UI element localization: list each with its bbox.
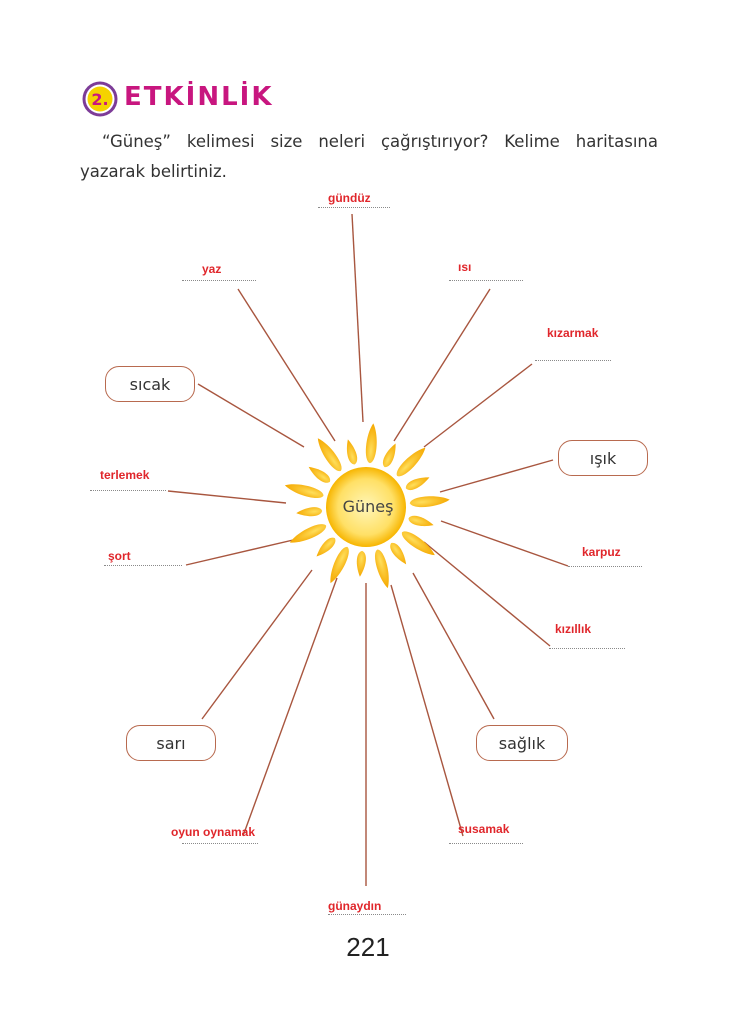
answer-susamak: susamak — [458, 822, 510, 836]
dotted-line — [182, 843, 258, 844]
activity-number: 2. — [91, 90, 109, 109]
activity-title: ETKİNLİK — [124, 82, 274, 112]
dotted-line — [182, 280, 256, 281]
answer-oyun-oynamak: oyun oynamak — [171, 825, 256, 839]
sun-ray — [365, 423, 379, 464]
line-sari — [202, 570, 312, 719]
line-kizillik — [424, 542, 550, 646]
answer-karpuz: karpuz — [582, 545, 621, 559]
sun-ray — [381, 442, 400, 469]
dotted-line — [449, 843, 523, 844]
dotted-line — [549, 648, 625, 649]
instructions-text: “Güneş” kelimesi size neleri çağrıştırıyor? Kelime haritasına yazarak belirtiniz. — [80, 132, 658, 181]
page-number: 221 — [346, 932, 390, 962]
sun-ray — [372, 548, 392, 589]
dotted-line — [318, 207, 390, 208]
sun-ray — [393, 444, 429, 480]
answer-gunduz: gündüz — [328, 191, 371, 205]
sun-ray — [404, 473, 431, 492]
dotted-line — [90, 490, 166, 491]
box-saglik: sağlık — [476, 725, 568, 761]
line-sort — [186, 537, 306, 565]
sun-ray — [314, 435, 346, 474]
sun-ray — [388, 540, 410, 566]
box-isik: ışık — [558, 440, 648, 476]
sun-ray — [407, 514, 434, 529]
line-susamak — [391, 585, 463, 836]
box-sicak: sıcak — [105, 366, 195, 402]
line-kizarmak — [424, 364, 532, 447]
answer-kizarmak: kızarmak — [547, 326, 599, 340]
sun-ray — [288, 521, 329, 547]
box-sari: sarı — [126, 725, 216, 761]
dotted-line — [449, 280, 523, 281]
answer-isi: ısı — [458, 260, 472, 274]
sun-ray — [399, 528, 438, 560]
line-saglik — [413, 573, 494, 719]
line-isik — [440, 460, 553, 492]
line-gunduz — [352, 214, 363, 422]
dotted-line — [328, 914, 406, 915]
line-terlemek — [168, 491, 286, 503]
answer-kizillik: kızıllık — [555, 622, 592, 636]
dotted-line — [568, 566, 642, 567]
sun-ray — [326, 545, 352, 586]
connector-lines — [168, 214, 568, 886]
sun-ray — [355, 550, 366, 577]
sun-ray — [344, 438, 359, 465]
sun-ray — [306, 463, 332, 485]
line-yaz — [238, 289, 335, 441]
line-sicak — [198, 384, 304, 447]
center-word: Güneş — [342, 497, 394, 516]
line-karpuz — [441, 521, 568, 566]
answer-gunaydin: günaydın — [328, 899, 382, 913]
answer-sort: şort — [108, 549, 131, 563]
dotted-line — [104, 565, 182, 566]
line-oyun-oynamak — [243, 578, 337, 836]
line-isi — [394, 289, 490, 441]
dotted-line — [535, 360, 611, 361]
answer-terlemek: terlemek — [100, 468, 150, 482]
sun-ray — [313, 535, 338, 560]
answer-yaz: yaz — [202, 262, 222, 276]
